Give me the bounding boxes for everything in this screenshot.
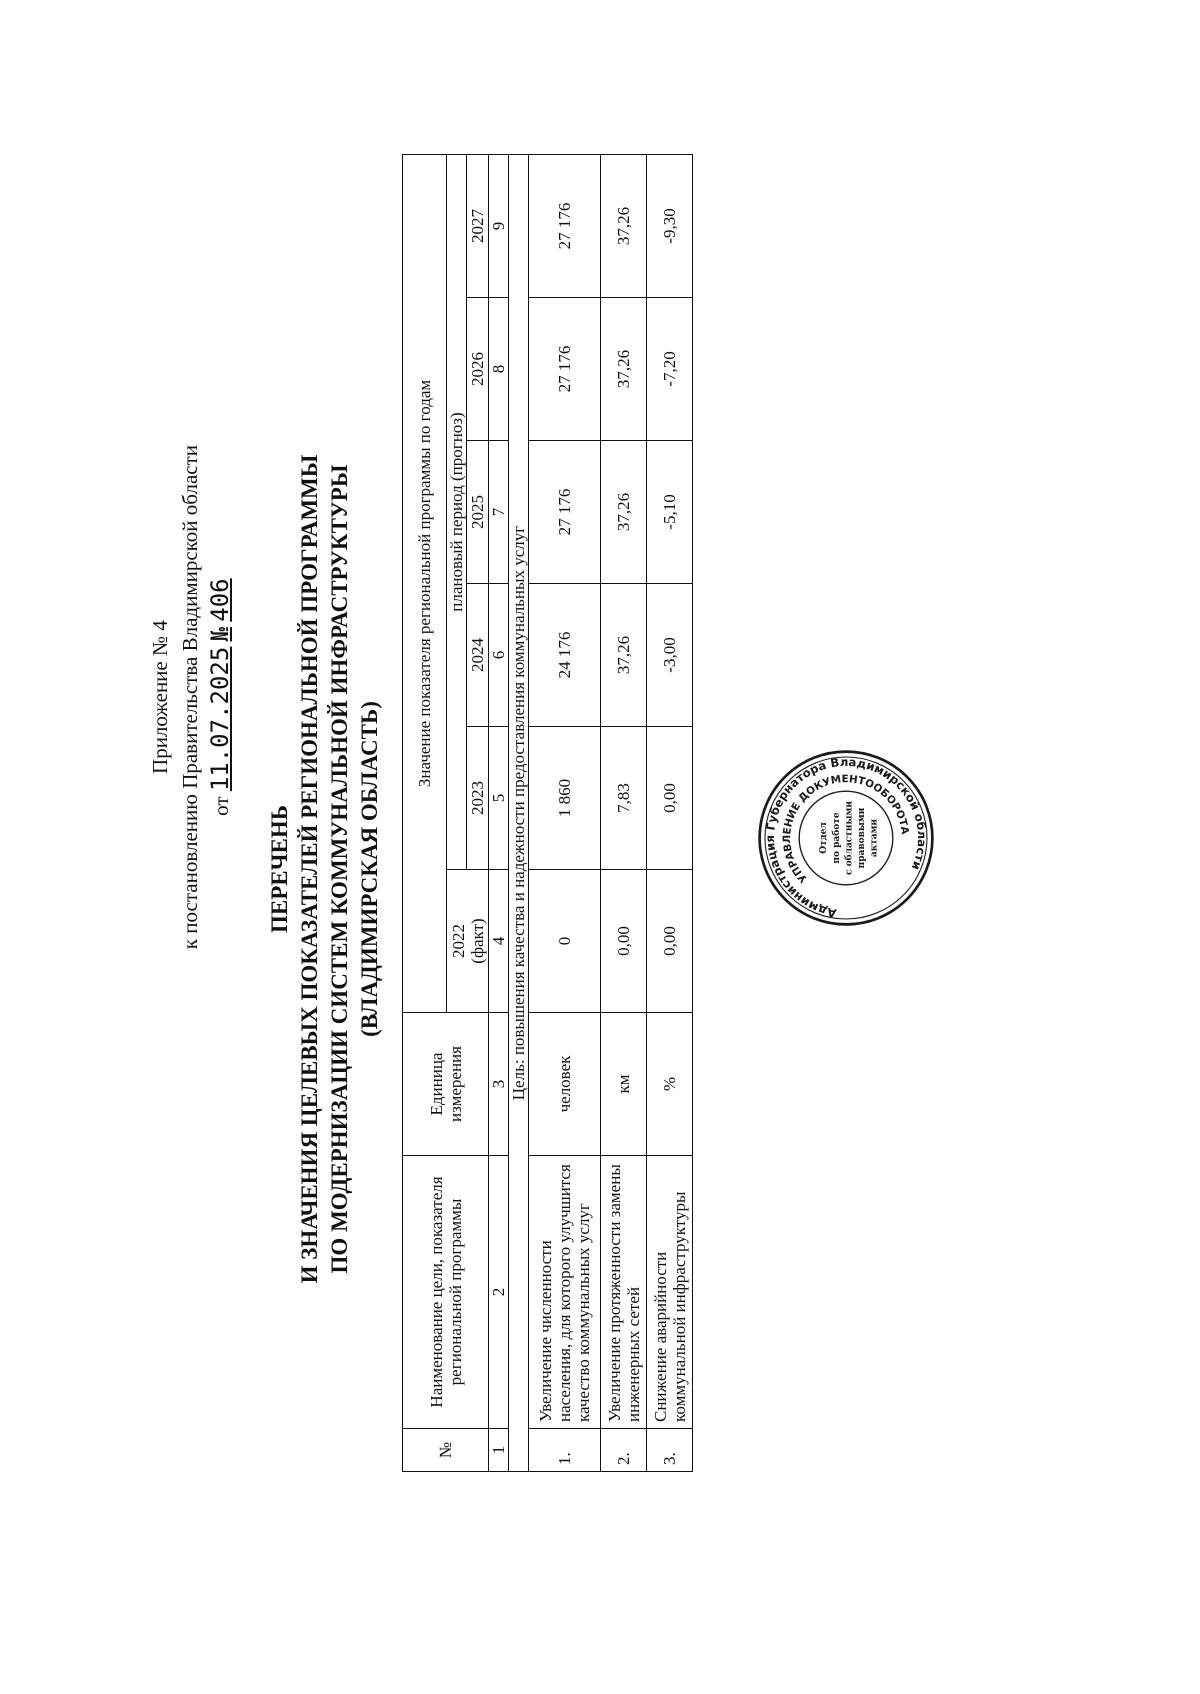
indicators-table — [402, 154, 693, 1472]
resolution-date: 11.07.2025 — [206, 646, 234, 792]
header-year: 2027 — [467, 155, 489, 298]
resolution-date-number: от 11.07.2025 № 406 — [206, 578, 234, 816]
approval-header — [145, 445, 236, 949]
indicator-name: Увеличение численности населения, для которого улучшится качество коммунальных услуг — [529, 1156, 601, 1429]
resolution-number: 406 — [206, 578, 234, 622]
indicator-unit: % — [647, 1013, 693, 1156]
header-year: 2024 — [467, 584, 489, 727]
official-stamp — [756, 748, 936, 928]
stamp-center-line: Отдел — [819, 822, 830, 854]
header-year-2022: 2022 (факт) — [447, 870, 489, 1013]
header-year: 2025 — [467, 441, 489, 584]
table-row: 2. Увеличение протяженности замены инженерных сетей км 0,00 7,83 37,26 37,26 37,26 37,26 — [601, 155, 647, 1472]
header-name: Наименование цели, показателя региональной программы — [403, 1156, 489, 1429]
column-number-row: 1 2 3 4 5 6 7 8 9 — [489, 155, 509, 1472]
document-title: ПЕРЕЧЕНЬ И ЗНАЧЕНИЯ ЦЕЛЕВЫХ ПОКАЗАТЕЛЕЙ РЕГИОНАЛЬНОЙ ПРОГРАММЫ ПО МОДЕРНИЗАЦИИ СИСТЕМ КОММУНАЛЬНОЙ ИНФРАСТРУКТУРЫ (ВЛАДИМИРСКАЯ ОБЛАСТЬ) — [267, 454, 382, 1284]
appendix-number: Приложение № 4 — [148, 620, 172, 774]
indicator-name: Увеличение протяженности замены инженерных сетей — [601, 1156, 647, 1429]
stamp-inner-text: УПРАВЛЕНИЕ ДОКУМЕНТООБОРОТА — [781, 773, 911, 885]
stamp-center-line: с областными — [844, 801, 855, 875]
header-no: № — [403, 1429, 489, 1472]
indicator-unit: км — [601, 1013, 647, 1156]
table-row: 3. Снижение аварийности коммунальной инфраструктуры % 0,00 0,00 -3,00 -5,10 -7,20 -9,30 — [647, 155, 693, 1472]
indicator-unit: человек — [529, 1013, 601, 1156]
header-year: 2026 — [467, 298, 489, 441]
goal-row — [509, 155, 529, 1472]
header-unit: Единица измерения — [403, 1013, 489, 1156]
stamp-center-line: правовыми — [857, 807, 867, 869]
header-values-group: Значение показателя региональной программы по годам — [403, 155, 447, 1013]
resolution-reference: к постановлению Правительства Владимирской области — [178, 445, 202, 950]
indicator-name: Снижение аварийности коммунальной инфраструктуры — [647, 1156, 693, 1429]
table-row: 1. Увеличение численности населения, для которого улучшится качество коммунальных услуг человек 0 1 860 24 176 27 176 27 176 27 176 — [529, 155, 601, 1472]
stamp-outer-text: Администрация Губернатора Владимирской области — [762, 754, 930, 921]
goal-text: Цель: повышения качества и надежности предоставления коммунальных услуг — [509, 155, 529, 1472]
stamp-center-line: актами — [869, 818, 880, 858]
stamp-center-line: по работе — [831, 812, 842, 864]
header-year: 2023 — [467, 727, 489, 870]
header-plan-group: плановый период (прогноз) — [447, 155, 467, 870]
